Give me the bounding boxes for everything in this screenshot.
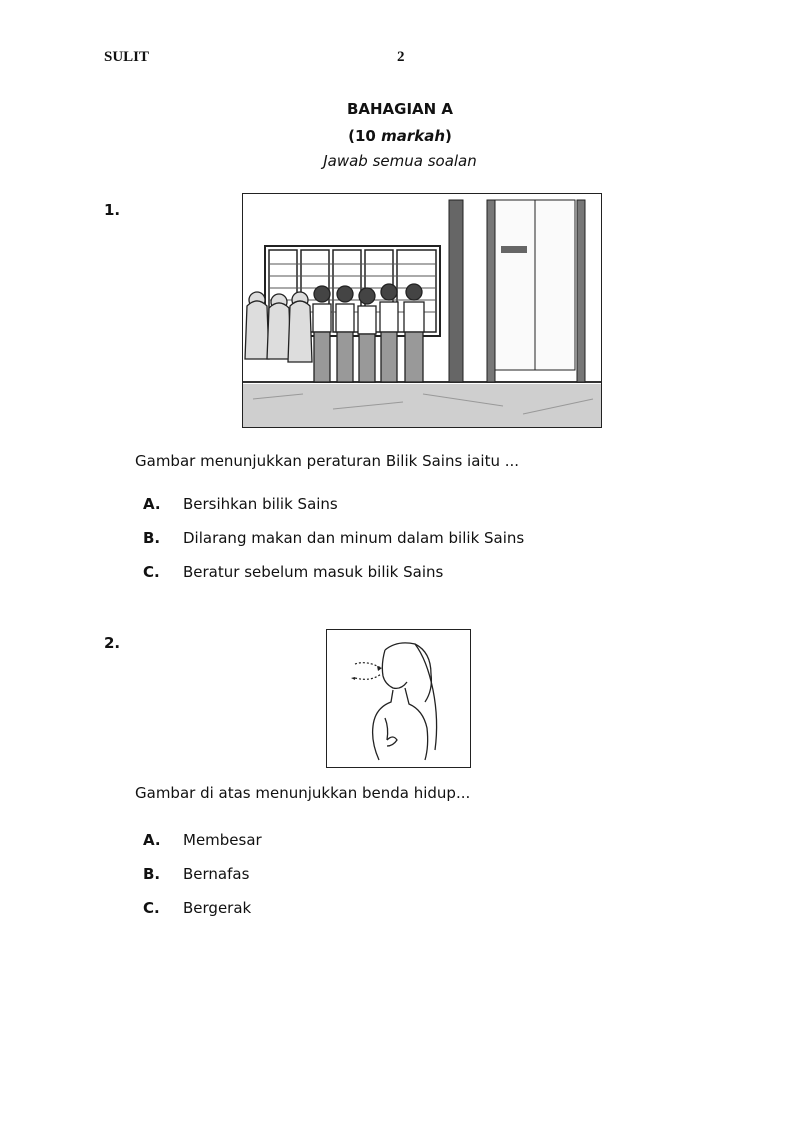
question-2-option-c xyxy=(143,899,251,917)
option-text: Bergerak xyxy=(183,899,252,917)
marks-word: markah xyxy=(381,127,446,145)
option-text: Beratur sebelum masuk bilik Sains xyxy=(183,563,444,581)
students-queue-illustration xyxy=(243,194,601,427)
option-letter: C. xyxy=(143,563,160,581)
option-text: Dilarang makan dan minum dalam bilik Sains xyxy=(183,529,525,547)
question-1-option-a xyxy=(143,495,338,513)
question-2-image xyxy=(326,629,471,768)
question-1-option-b xyxy=(143,529,524,547)
option-text: Membesar xyxy=(183,831,262,849)
option-letter: C. xyxy=(143,899,160,917)
question-2-option-b xyxy=(143,865,249,883)
page-number: 2 xyxy=(397,49,405,65)
marks-suffix: ) xyxy=(445,127,452,145)
header-sulit: SULIT xyxy=(104,49,150,65)
girl-breathing-illustration xyxy=(327,630,470,767)
marks-prefix: (10 xyxy=(348,127,382,145)
section-title: BAHAGIAN A xyxy=(346,100,454,118)
option-text: Bernafas xyxy=(183,865,250,883)
question-1-option-c xyxy=(143,563,443,581)
option-letter: B. xyxy=(143,865,161,883)
question-1-number: 1. xyxy=(104,201,121,219)
question-2-option-a xyxy=(143,831,262,849)
option-letter: A. xyxy=(143,495,161,513)
question-1-stem: Gambar menunjukkan peraturan Bilik Sains iaitu ... xyxy=(135,452,520,470)
option-letter: A. xyxy=(143,831,161,849)
question-2-number: 2. xyxy=(104,634,121,652)
question-1-image xyxy=(242,193,602,428)
section-marks xyxy=(0,127,800,145)
section-instruction: Jawab semua soalan xyxy=(323,152,477,170)
question-2-stem: Gambar di atas menunjukkan benda hidup... xyxy=(135,784,471,802)
option-text: Bersihkan bilik Sains xyxy=(183,495,338,513)
option-letter: B. xyxy=(143,529,161,547)
